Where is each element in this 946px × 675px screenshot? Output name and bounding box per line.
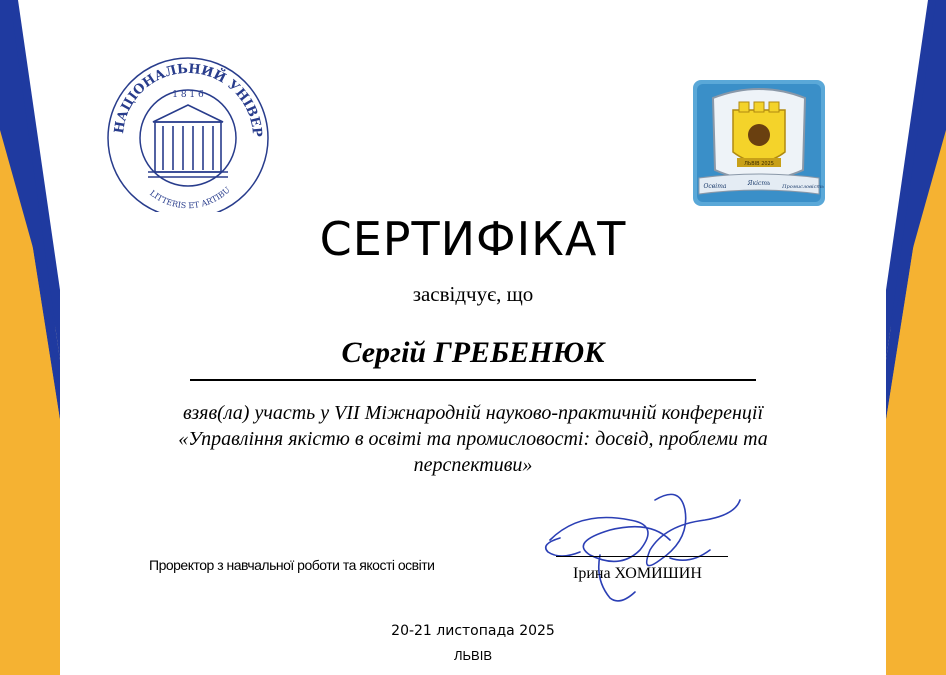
conference-title: «Управління якістю в освіті та промисловості: досвід, проблеми та перспективи» bbox=[178, 428, 768, 476]
svg-text:ЛЬВІВ 2025: ЛЬВІВ 2025 bbox=[744, 161, 774, 167]
right-decorative-stripe bbox=[886, 0, 946, 675]
participation-description bbox=[140, 400, 806, 478]
certificate-title: СЕРТИФІКАТ bbox=[319, 212, 627, 266]
svg-text:Промисловість: Промисловість bbox=[782, 184, 824, 190]
svg-text:Якість: Якість bbox=[747, 180, 771, 187]
recipient-name: Сергій ГРЕБЕНЮК bbox=[341, 336, 605, 369]
svg-text:LITTERIS ET ARTIBUS: LITTERIS ET ARTIBU bbox=[148, 185, 232, 211]
svg-text:Освіта: Освіта bbox=[703, 183, 727, 190]
signature-line bbox=[556, 556, 728, 557]
svg-text:1 8 1 6: 1 8 1 6 bbox=[172, 90, 204, 100]
signer-name: Ірина ХОМИШИН bbox=[573, 565, 702, 582]
event-date: 20-21 листопада 2025 bbox=[391, 623, 555, 639]
svg-text:НАЦІОНАЛЬНИЙ УНІВЕРСИТЕТ ЛЬВІВ: НАЦІОНАЛЬНИЙ УНІВЕР bbox=[111, 61, 265, 138]
certifies-text: засвідчує, що bbox=[412, 282, 534, 306]
signature bbox=[540, 480, 750, 610]
university-logo bbox=[103, 50, 273, 212]
left-decorative-stripe bbox=[0, 0, 60, 675]
signer-position: Проректор з навчальної роботи та якості освіти bbox=[149, 557, 435, 573]
event-city: ЛЬВІВ bbox=[453, 648, 493, 663]
conference-logo bbox=[693, 80, 825, 206]
description-line-1: взяв(ла) участь у VІІ Міжнародній науково-практичній конференції bbox=[182, 402, 764, 424]
name-underline bbox=[190, 379, 756, 381]
